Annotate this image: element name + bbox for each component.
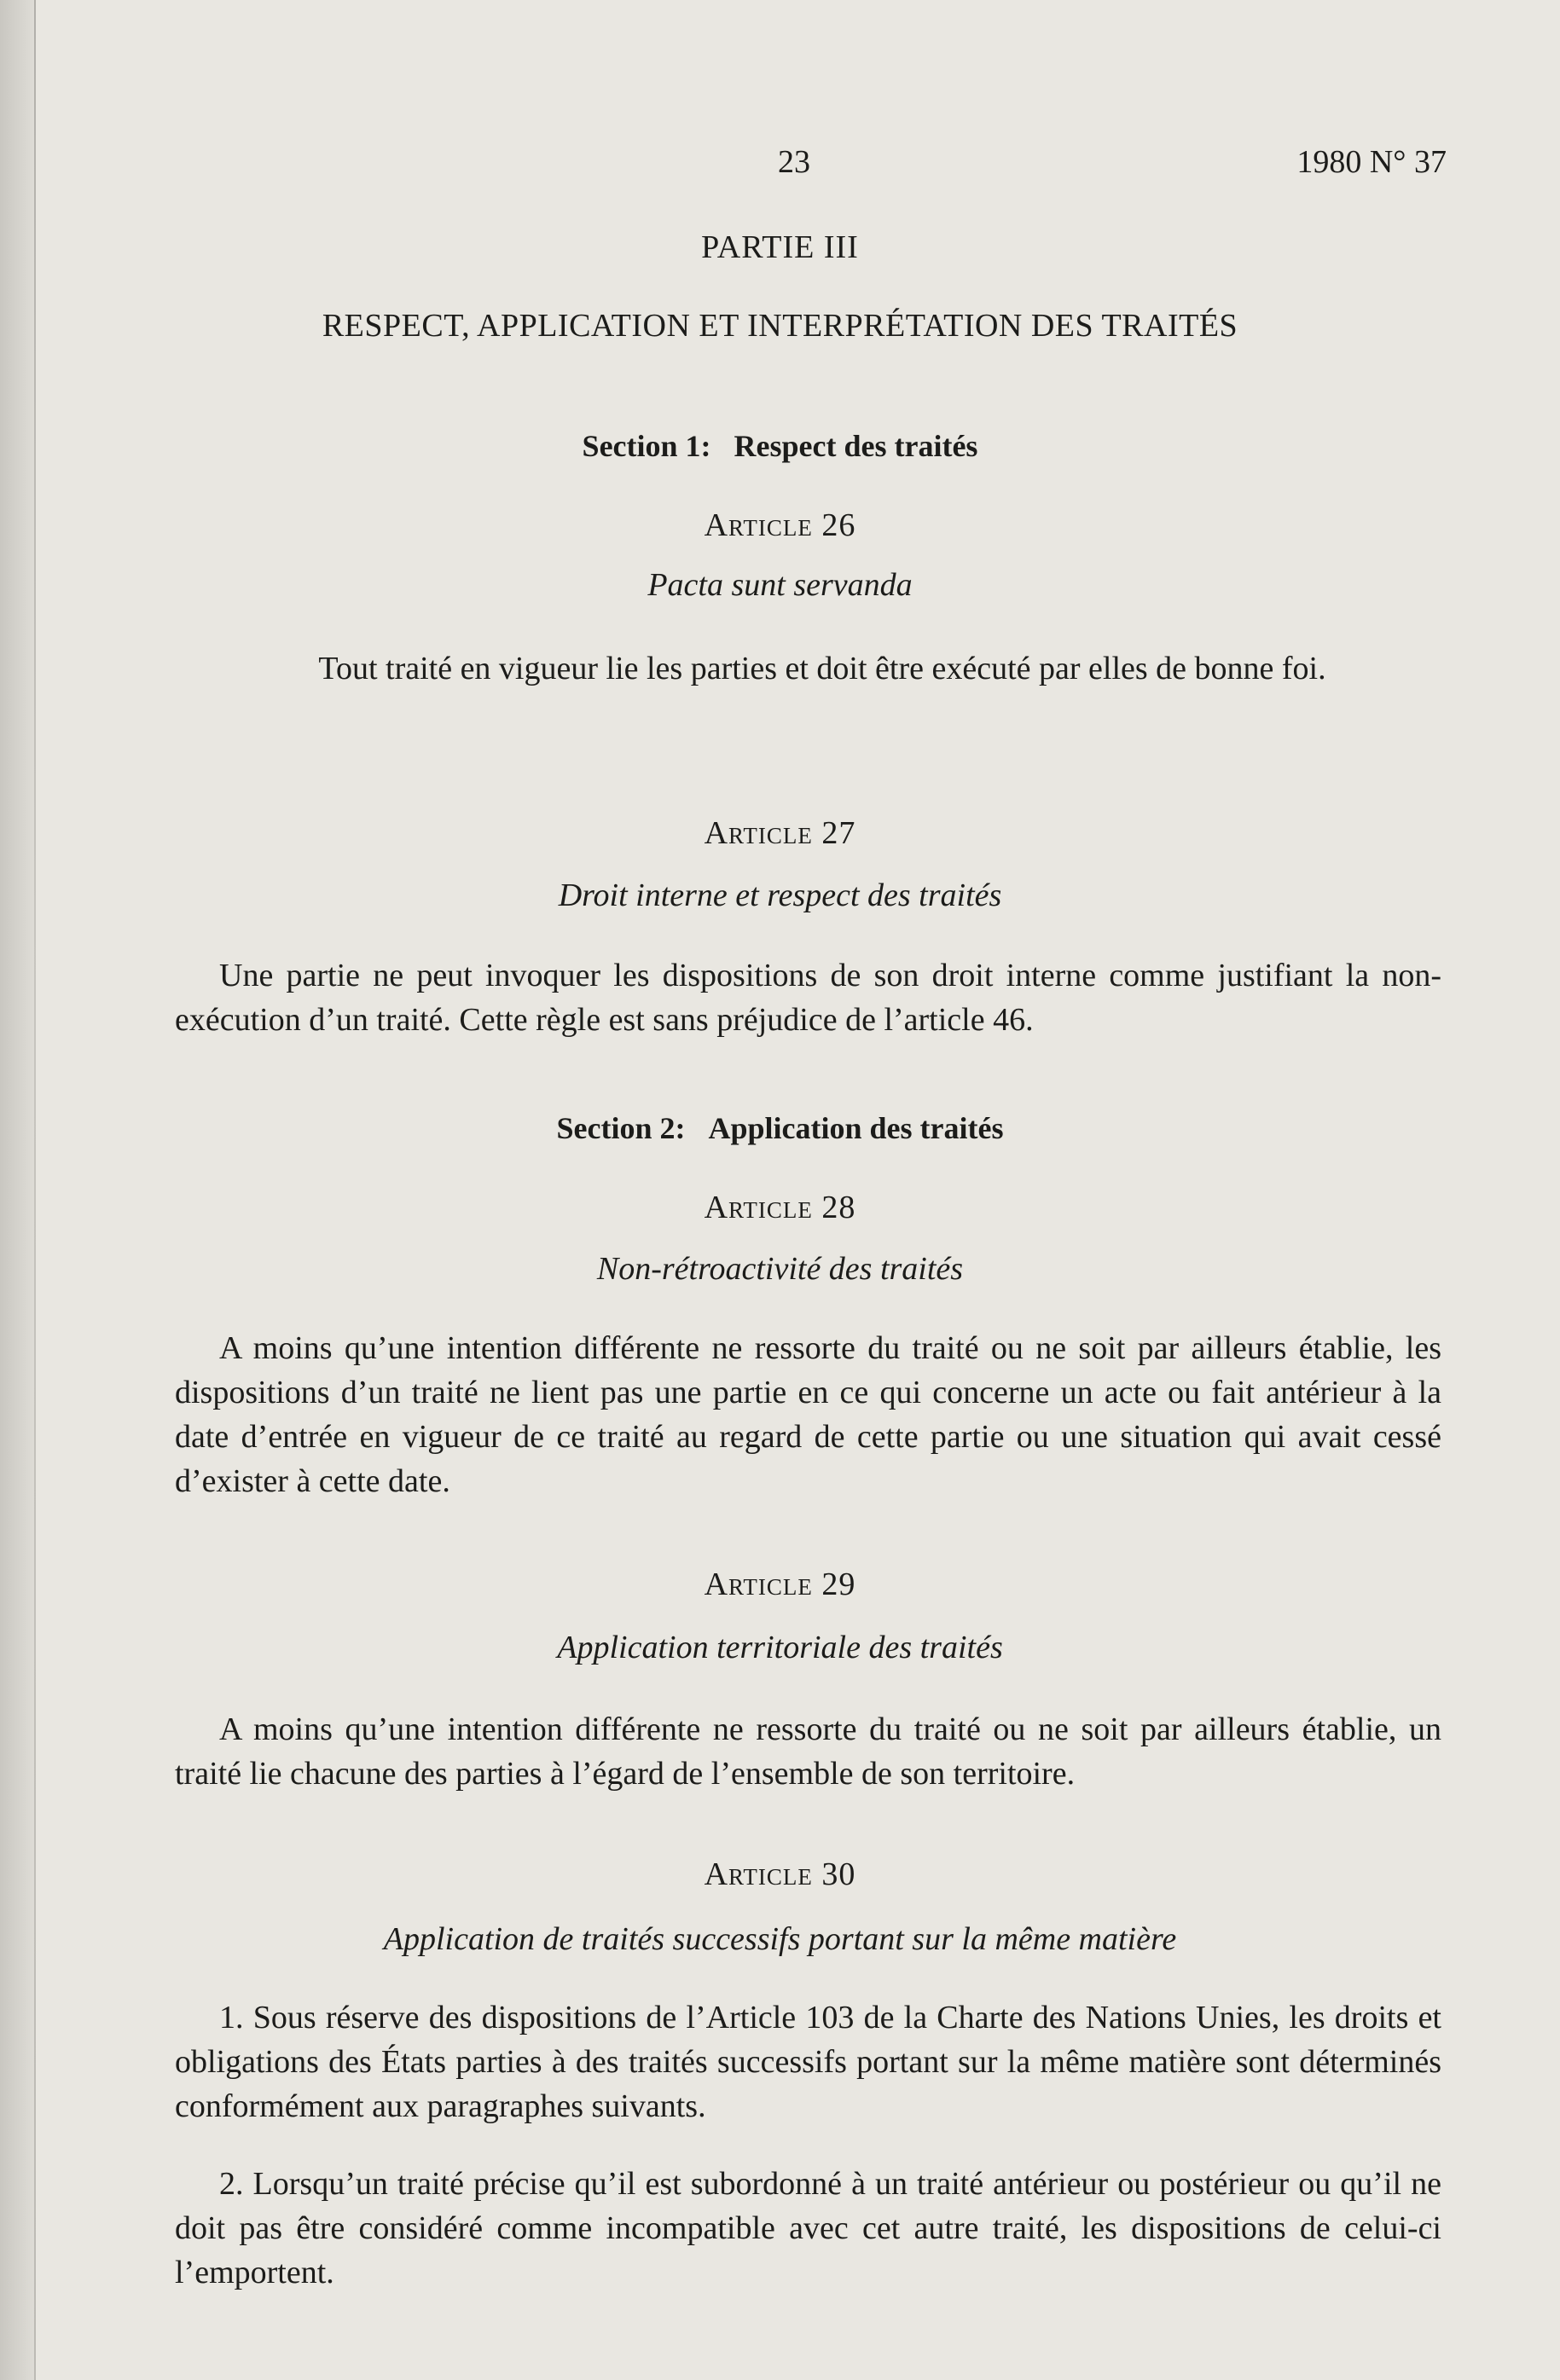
section-2-title: Application des traités: [708, 1111, 1004, 1145]
part-subtitle: RESPECT, APPLICATION ET INTERPRÉTATION DES TRAITÉS: [322, 308, 1238, 344]
article-27-heading: Article 27: [704, 815, 856, 851]
page-number: 23: [778, 144, 810, 180]
article-29-heading: Article 29: [704, 1566, 856, 1602]
article-30-paragraph-1: 1. Sous réserve des dispositions de l’Article 103 de la Charte des Nations Unies, les droits et obligations des États parties à des traités successifs portant sur la même matière sont déterminés conformément aux paragraphes suivants.: [175, 2000, 1441, 2124]
article-27-text: Une partie ne peut invoquer les dispositions de son droit interne comme justifiant la non-exécution d’un traité. Cette règle est sans préjudice de l’article 46.: [175, 958, 1441, 1038]
article-29-text: A moins qu’une intention différente ne ressorte du traité ou ne soit par ailleurs établie, un traité lie chacune des parties à l’égard de l’ensemble de son territoire.: [175, 1711, 1441, 1792]
section-1-number: Section 1:: [582, 429, 711, 463]
article-28-subtitle: Non-rétroactivité des traités: [596, 1251, 964, 1287]
article-30-subtitle: Application de traités successifs portant sur la même matière: [383, 1921, 1177, 1957]
article-26-subtitle: Pacta sunt servanda: [647, 567, 913, 603]
article-28-text: A moins qu’une intention différente ne ressorte du traité ou ne soit par ailleurs établie, les dispositions d’un traité ne lient pas une partie en ce qui concerne un acte ou fait antérieur à la date d’entrée en vigueur de ce traité au regard de cette partie ou une situation qui avait cessé d’exister à cette date.: [175, 1330, 1441, 1499]
gazette-number: 1980 N° 37: [1296, 144, 1447, 180]
section-1-heading: [0, 428, 1560, 464]
part-title: PARTIE III: [701, 229, 859, 265]
article-30-paragraph-2: 2. Lorsqu’un traité précise qu’il est subordonné à un traité antérieur ou postérieur ou qu’il ne doit pas être considéré comme incompatible avec cet autre traité, les dispositions de celui-ci l’emportent.: [175, 2166, 1441, 2290]
section-2-heading: [0, 1110, 1560, 1146]
article-28-heading: Article 28: [704, 1190, 856, 1225]
section-1-title: Respect des traités: [734, 429, 978, 463]
article-30-heading: Article 30: [704, 1856, 856, 1892]
article-26-text: Tout traité en vigueur lie les parties et doit être exécuté par elles de bonne foi.: [318, 651, 1326, 686]
article-26-heading: Article 26: [704, 507, 856, 543]
article-27-subtitle: Droit interne et respect des traités: [558, 877, 1002, 913]
section-2-number: Section 2:: [556, 1111, 686, 1145]
article-29-subtitle: Application territoriale des traités: [557, 1630, 1003, 1665]
